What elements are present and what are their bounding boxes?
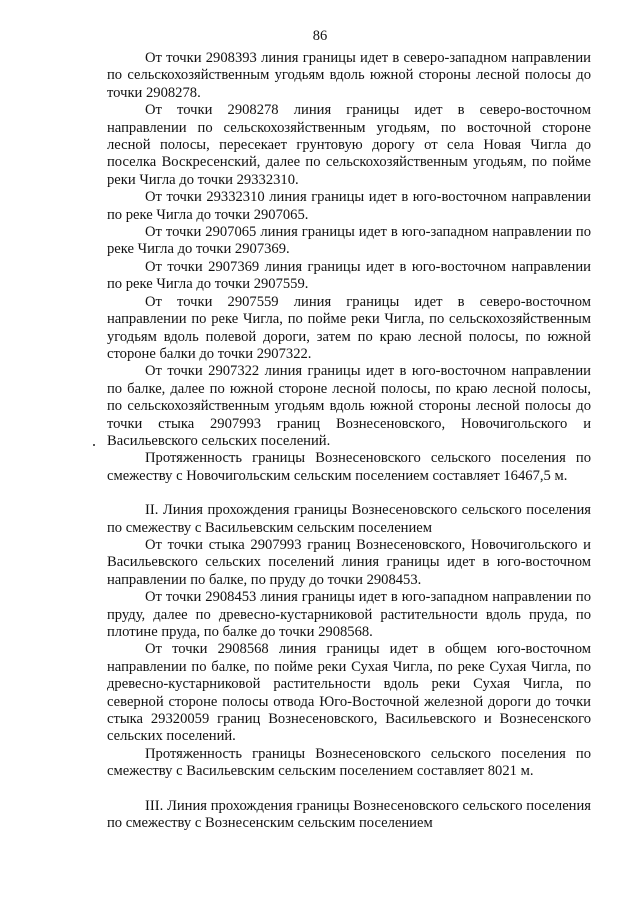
paragraph: От точки 2907322 линия границы идет в юго-восточном направлении по балке, далее по южной стороне лесной полосы, по краю лесной полосы, по сельскохозяйственным угодьям вдоль южной стороны лесной полосы до точки стыка 2907993 границ Вознесеновского, Новочигольского и Васильевского сельских поселений. bbox=[107, 363, 591, 449]
paragraph: От точки 2908453 линия границы идет в юго-западном направлении по пруду, далее по древесно-кустарниковой растительности вдоль пруда, по плотине пруда, по балке до точки 2908568. bbox=[107, 589, 591, 640]
paragraph: От точки стыка 2907993 границ Вознесеновского, Новочигольского и Васильевского сельских поселений линия границы идет в юго-восточном направлении по балке, по пруду до точки 2908453. bbox=[107, 536, 591, 588]
document-body bbox=[107, 50, 591, 832]
paragraph: От точки 2908278 линия границы идет в северо-восточном направлении по сельскохозяйственным угодьям, по восточной стороне лесной полосы, пересекает грунтовую дорогу от села Новая Чигла до поселка Воскресенский, далее по сельскохозяйственным угодьям, по пойме реки Чигла до точки 29332310. bbox=[107, 102, 591, 188]
length-summary: Протяженность границы Вознесеновского сельского поселения по смежеству с Новочигольским сельским поселением составляет 16467,5 м. bbox=[107, 450, 591, 484]
paragraph: От точки 2907559 линия границы идет в северо-восточном направлении по реке Чигла, по пойме реки Чигла, по сельскохозяйственным угодьям вдоль полевой дороги, затем по краю лесной полосы, по южной стороне балки до точки 2907322. bbox=[107, 293, 591, 362]
paragraph: От точки 2908568 линия границы идет в общем юго-восточном направлении по балке, по пойме реки Сухая Чигла, по реке Сухая Чигла, по древесно-кустарниковой растительности вдоль реки Сухая Чигла, по северной стороне полосы отвода Юго-Восточной железной дороги до точки стыка 29320059 границ Вознесеновского, Васильевского и Вознесенского сельских поселений. bbox=[107, 641, 591, 745]
section-heading: II. Линия прохождения границы Вознесеновского сельского поселения по смежеству с Васильевским сельским поселением bbox=[107, 502, 591, 536]
scan-speck bbox=[93, 444, 95, 446]
paragraph: От точки 2907369 линия границы идет в юго-восточном направлении по реке Чигла до точки 2907559. bbox=[107, 258, 591, 293]
paragraph: От точки 2908393 линия границы идет в северо-западном направлении по сельскохозяйственным угодьям вдоль южной стороны лесной полосы до точки 2908278. bbox=[107, 50, 591, 101]
page-number: 86 bbox=[312, 28, 328, 44]
length-summary: Протяженность границы Вознесеновского сельского поселения по смежеству с Васильевским сельским поселением составляет 8021 м. bbox=[107, 745, 591, 780]
paragraph: От точки 2907065 линия границы идет в юго-западном направлении по реке Чигла до точки 2907369. bbox=[107, 224, 591, 258]
section-heading: III. Линия прохождения границы Вознесеновского сельского поселения по смежеству с Вознесенским сельским поселением bbox=[107, 797, 591, 832]
paragraph: От точки 29332310 линия границы идет в юго-восточном направлении по реке Чигла до точки 2907065. bbox=[107, 189, 591, 223]
